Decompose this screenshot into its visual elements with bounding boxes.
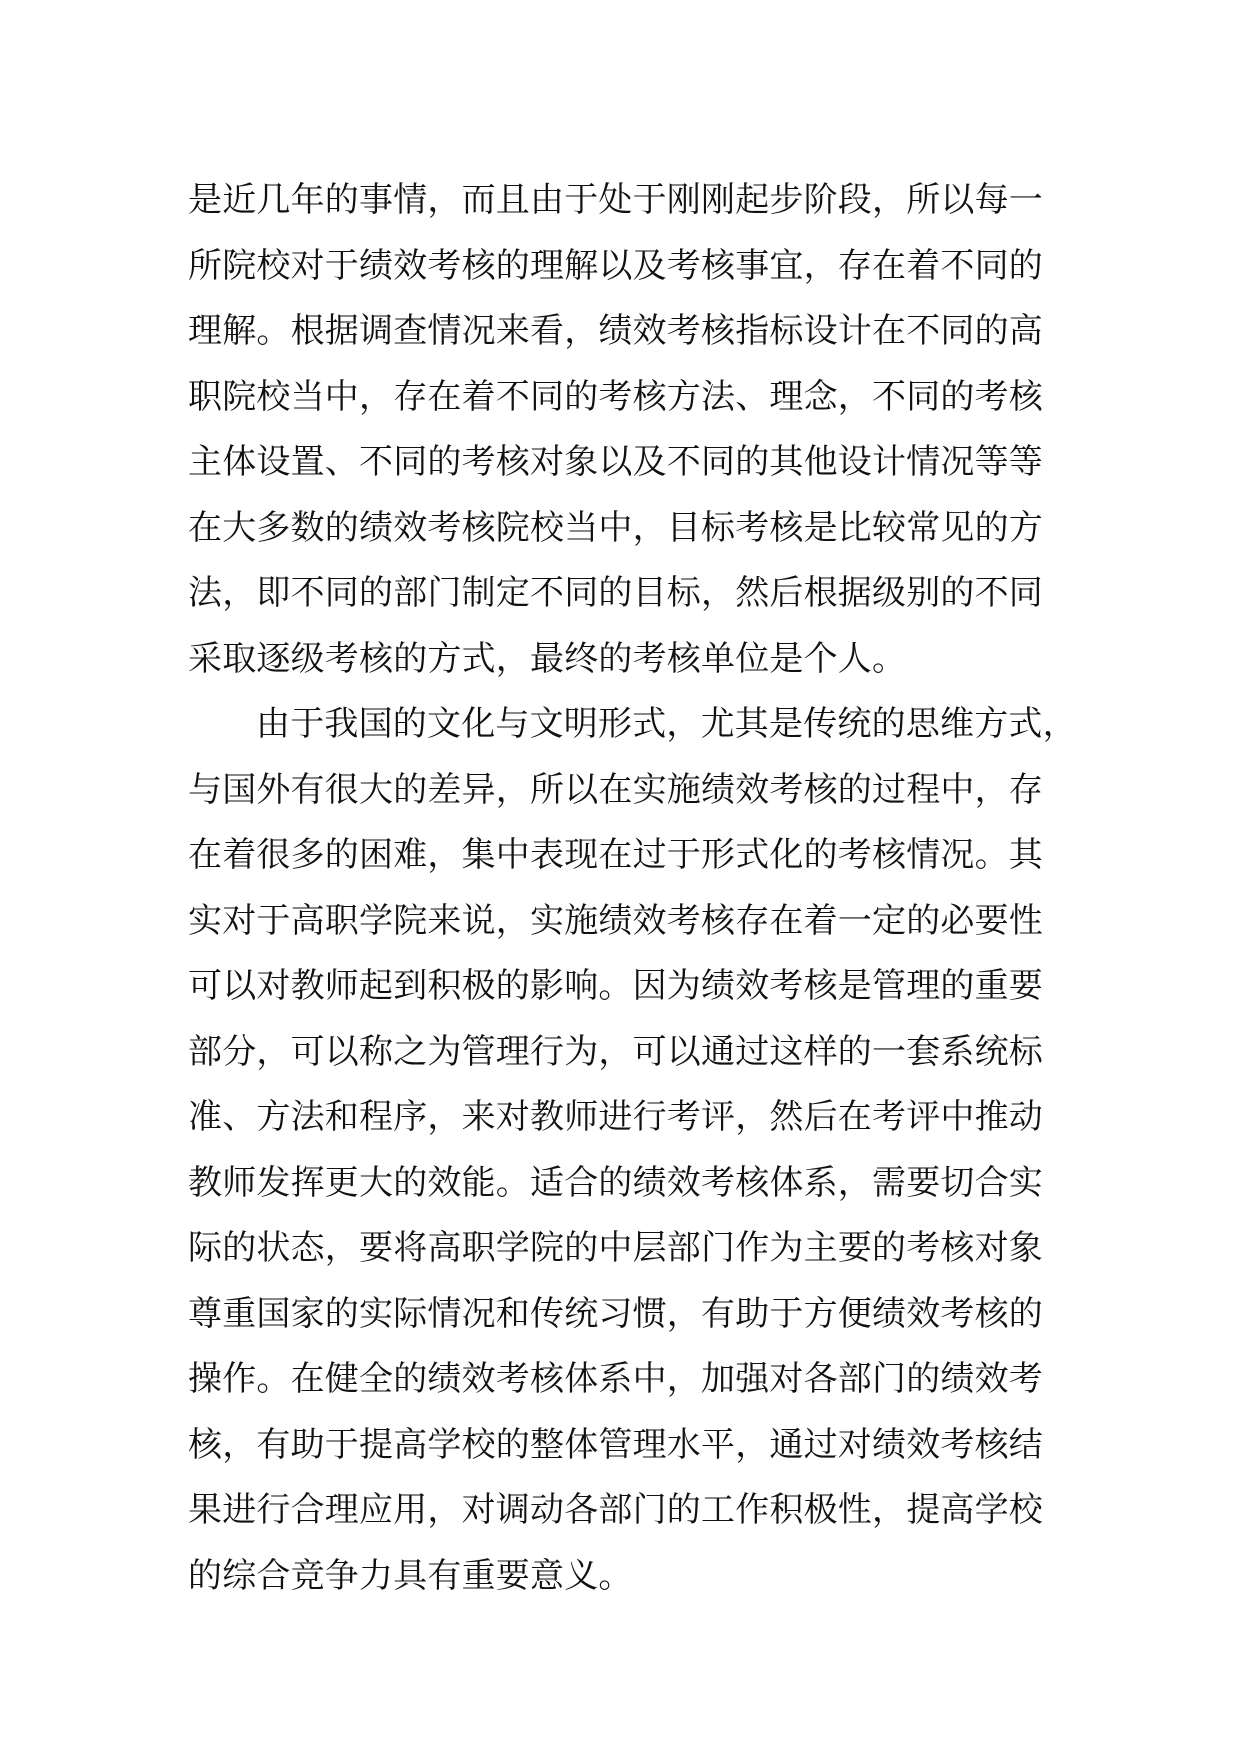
paragraph-first-line: 由于我国的文化与文明形式，尤其是传统的思维方式， [256, 704, 1077, 744]
text-line: 采取逐级考核的方式，最终的考核单位是个人。 [188, 638, 907, 679]
text-line: 在着很多的困难，集中表现在过于形式化的考核情况。其 [188, 835, 1043, 875]
body-text [188, 168, 1077, 1609]
text-line: 际的状态，要将高职学院的中层部门作为主要的考核对象 [188, 1228, 1043, 1268]
text-line: 的综合竞争力具有重要意义。 [188, 1555, 633, 1596]
text-line: 操作。在健全的绩效考核体系中，加强对各部门的绩效考 [188, 1359, 1043, 1399]
text-line: 准、方法和程序，来对教师进行考评，然后在考评中推动 [188, 1097, 1043, 1137]
text-line: 果进行合理应用，对调动各部门的工作积极性，提高学校 [188, 1490, 1043, 1530]
text-line: 可以对教师起到积极的影响。因为绩效考核是管理的重要 [188, 966, 1043, 1006]
text-line: 尊重国家的实际情况和传统习惯，有助于方便绩效考核的 [188, 1293, 1043, 1334]
text-line: 是近几年的事情，而且由于处于刚刚起步阶段，所以每一 [188, 180, 1043, 220]
text-line: 主体设置、不同的考核对象以及不同的其他设计情况等等 [188, 442, 1043, 482]
text-line: 法，即不同的部门制定不同的目标，然后根据级别的不同 [188, 573, 1043, 613]
text-line: 所院校对于绩效考核的理解以及考核事宜，存在着不同的 [188, 245, 1043, 286]
text-line: 职院校当中，存在着不同的考核方法、理念，不同的考核 [188, 376, 1043, 417]
text-line: 与国外有很大的差异，所以在实施绩效考核的过程中，存 [188, 769, 1043, 810]
text-line: 在大多数的绩效考核院校当中，目标考核是比较常见的方 [188, 507, 1043, 548]
text-line: 实对于高职学院来说，实施绩效考核存在着一定的必要性 [188, 900, 1043, 941]
text-line: 理解。根据调查情况来看，绩效考核指标设计在不同的高 [188, 311, 1043, 351]
text-line: 核，有助于提高学校的整体管理水平，通过对绩效考核结 [188, 1424, 1043, 1465]
text-line: 部分，可以称之为管理行为，可以通过这样的一套系统标 [188, 1031, 1043, 1072]
text-line: 教师发挥更大的效能。适合的绩效考核体系，需要切合实 [188, 1162, 1043, 1203]
